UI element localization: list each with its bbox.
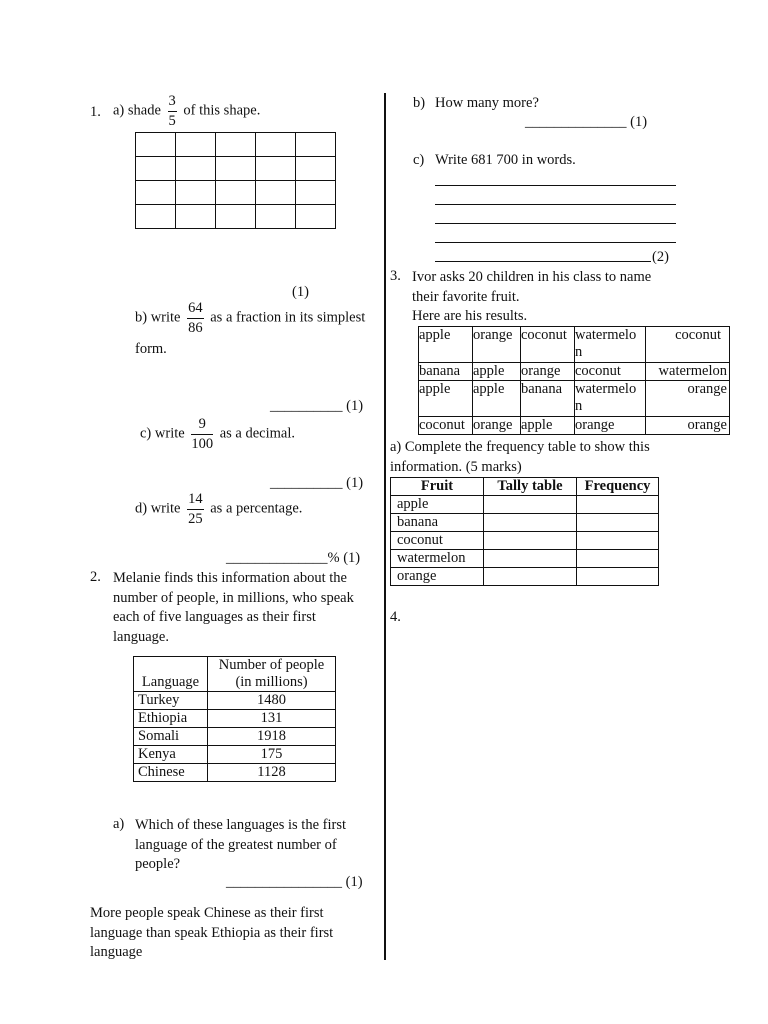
writing-line[interactable] — [435, 204, 676, 205]
frequency-cell[interactable] — [577, 550, 659, 568]
q2-number: 2. — [90, 569, 101, 585]
q1a-suffix: of this shape. — [183, 102, 261, 119]
header-fruit: Fruit — [391, 478, 484, 496]
q3-text: Ivor asks 20 children in his class to name their favorite fruit. Here are his results. — [412, 269, 652, 324]
q3a-text: a) Complete the frequency table to show this information. (5 marks) — [390, 439, 650, 475]
q1a-mark: (1) — [292, 284, 309, 300]
frequency-cell[interactable] — [577, 568, 659, 586]
q1c-prompt: c) write $\frac{9}{100}$ as a decimal. — [140, 416, 295, 452]
q2-text: Melanie finds this information about the number of people, in millions, who speak each of five languages as their first language. — [113, 570, 354, 645]
fraction-64-86: $\frac{64}{86}$ — [188, 300, 203, 336]
q1b-answer-line[interactable]: __________ (1) — [270, 398, 364, 414]
table-row: apple apple banana watermelo n orange — [419, 381, 730, 417]
frequency-cell[interactable] — [577, 532, 659, 550]
q2c-text: Write 681 700 in words. — [435, 152, 576, 168]
q2b-answer-line[interactable]: ______________ (1) — [525, 114, 648, 130]
shading-grid[interactable] — [135, 132, 336, 229]
q1a-prompt — [113, 94, 260, 128]
q1d-answer-line[interactable]: ______________% (1) — [226, 550, 361, 566]
writing-line[interactable] — [435, 185, 676, 186]
frequency-cell[interactable] — [577, 496, 659, 514]
q2c-mark: (2) — [652, 249, 669, 265]
q1d-prompt: d) write $\frac{14}{25}$ as a percentage. — [135, 491, 303, 527]
tally-cell[interactable] — [484, 568, 577, 586]
writing-line[interactable] — [435, 261, 651, 262]
q3-number: 3. — [390, 268, 401, 284]
table-row: apple — [391, 496, 659, 514]
table-row: Kenya 175 — [134, 746, 336, 764]
frequency-cell[interactable] — [577, 514, 659, 532]
table-row: Chinese 1128 — [134, 764, 336, 782]
header-tally: Tally table — [484, 478, 577, 496]
tally-cell[interactable] — [484, 532, 577, 550]
q2a-answer-line[interactable]: ________________ (1) — [226, 874, 363, 890]
tally-cell[interactable] — [484, 550, 577, 568]
q2c-label: c) — [413, 152, 425, 168]
tally-cell[interactable] — [484, 514, 577, 532]
q2a-text: Which of these languages is the first language of the greatest number of people? — [135, 817, 346, 872]
q2-footer: More people speak Chinese as their first language than speak Ethiopia as their first language — [90, 905, 334, 960]
tally-cell[interactable] — [484, 496, 577, 514]
q1-number: 1. — [90, 104, 101, 120]
table-row: Somali 1918 — [134, 728, 336, 746]
q1a-prefix: a) shade — [113, 102, 161, 119]
results-table — [418, 326, 730, 435]
table-row: banana apple orange coconut watermelon — [419, 363, 730, 381]
column-divider — [384, 93, 386, 960]
q1b-prompt: b) write $\frac{64}{86}$ as a fraction in its simplest — [135, 300, 366, 336]
q2b-text: How many more? — [435, 95, 539, 111]
q4-number: 4. — [390, 609, 401, 625]
language-table — [133, 656, 336, 782]
header-number: Number of people (in millions) — [208, 657, 336, 692]
table-row: apple orange coconut watermelo n coconut — [419, 327, 730, 363]
table-row: coconut orange apple orange orange — [419, 417, 730, 435]
q1c-answer-line[interactable]: __________ (1) — [270, 475, 364, 491]
frequency-table — [390, 477, 659, 586]
writing-line[interactable] — [435, 223, 676, 224]
header-frequency: Frequency — [577, 478, 659, 496]
q1b-suffix-line2: form. — [135, 341, 167, 357]
writing-line[interactable] — [435, 242, 676, 243]
table-row: watermelon — [391, 550, 659, 568]
table-row: Ethiopia 131 — [134, 710, 336, 728]
header-language: Language — [134, 657, 208, 692]
table-row: coconut — [391, 532, 659, 550]
table-row: Turkey 1480 — [134, 692, 336, 710]
q2a-label: a) — [113, 816, 125, 832]
table-row: orange — [391, 568, 659, 586]
table-row: banana — [391, 514, 659, 532]
q2b-label: b) — [413, 95, 426, 111]
fraction-14-25: $\frac{14}{25}$ — [188, 491, 203, 527]
fraction-9-100: $\frac{9}{100}$ — [191, 416, 214, 452]
fraction-3-5: $\frac{3}{5}$ — [168, 93, 176, 129]
